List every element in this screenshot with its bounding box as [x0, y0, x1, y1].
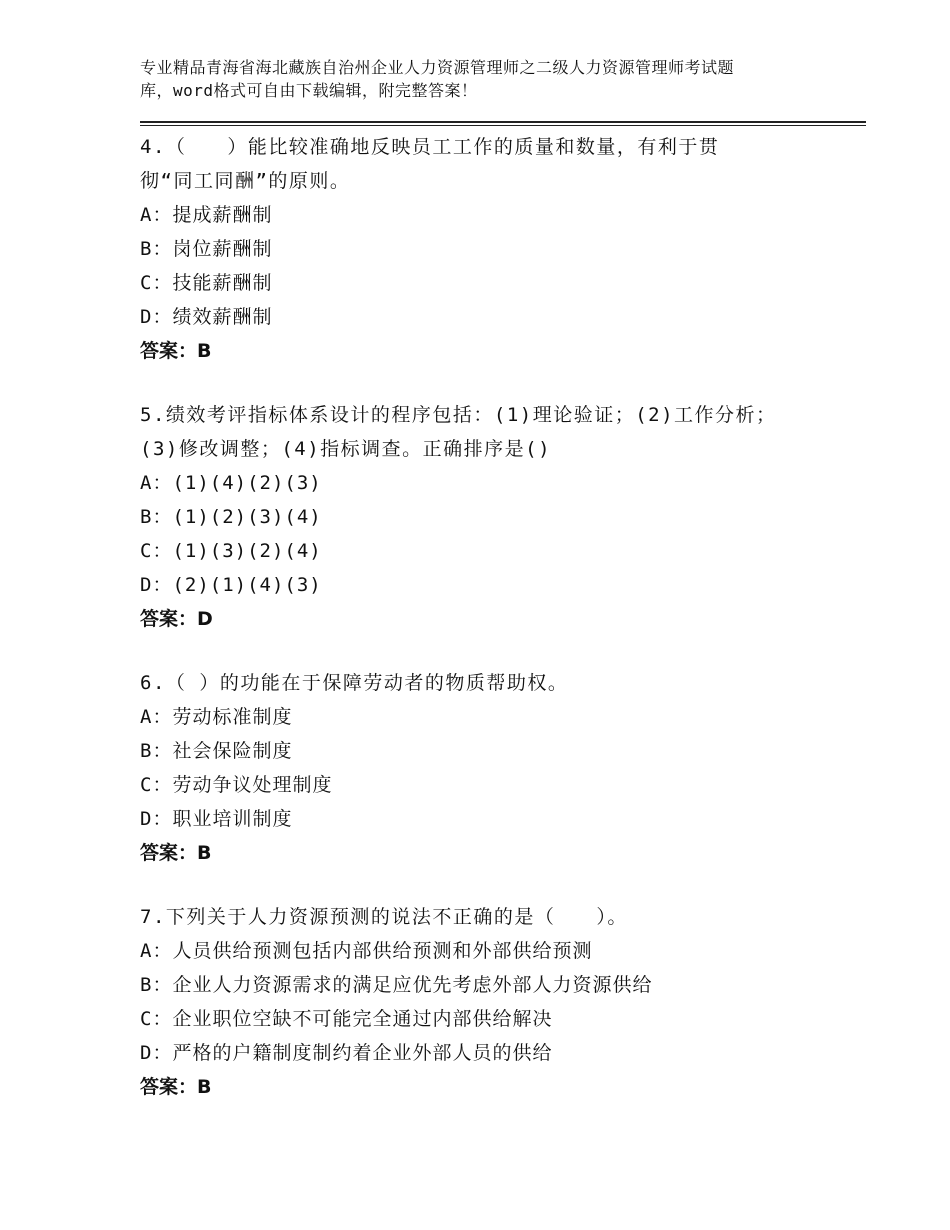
answer-line	[140, 1070, 830, 1104]
option-d: D：职业培训制度	[140, 808, 293, 830]
question-stem-line: 彻“同工同酬”的原则。	[140, 170, 351, 192]
question-stem-line: 5.绩效考评指标体系设计的程序包括：(1)理论验证；(2)工作分析；	[140, 404, 777, 426]
question-stem-line: (3)修改调整；(4)指标调查。正确排序是()	[140, 438, 552, 460]
question-4	[140, 130, 830, 368]
question-list	[140, 130, 830, 1134]
question-7	[140, 900, 830, 1104]
header-line-1: 专业精品青海省海北藏族自治州企业人力资源管理师之二级人力资源管理师考试题	[140, 58, 735, 77]
question-6	[140, 666, 830, 870]
question-stem-line: 6.（ ）的功能在于保障劳动者的物质帮助权。	[140, 672, 569, 694]
option-c: C：技能薪酬制	[140, 272, 273, 294]
answer-line	[140, 602, 830, 636]
option-c: C：劳动争议处理制度	[140, 774, 333, 796]
answer-value: D	[197, 608, 213, 630]
option-c: C：(1)(3)(2)(4)	[140, 540, 322, 562]
option-a: A：人员供给预测包括内部供给预测和外部供给预测	[140, 940, 593, 962]
question-stem-line: 4.（ ）能比较准确地反映员工工作的质量和数量，有利于贯	[140, 136, 720, 158]
answer-label: 答案：	[140, 608, 198, 630]
answer-label: 答案：	[140, 1076, 198, 1098]
option-a: A：提成薪酬制	[140, 204, 273, 226]
header-divider-thick	[140, 121, 866, 123]
option-b: B：(1)(2)(3)(4)	[140, 506, 322, 528]
option-c: C：企业职位空缺不可能完全通过内部供给解决	[140, 1008, 553, 1030]
option-b: B：企业人力资源需求的满足应优先考虑外部人力资源供给	[140, 974, 653, 996]
answer-label: 答案：	[140, 340, 198, 362]
option-d: D：绩效薪酬制	[140, 306, 273, 328]
question-5	[140, 398, 830, 636]
option-d: D：(2)(1)(4)(3)	[140, 574, 322, 596]
option-b: B：岗位薪酬制	[140, 238, 273, 260]
document-header	[140, 56, 840, 102]
option-d: D：严格的户籍制度制约着企业外部人员的供给	[140, 1042, 553, 1064]
header-line-2: 库，word格式可自由下载编辑，附完整答案！	[140, 81, 478, 100]
answer-line	[140, 334, 830, 368]
answer-value: B	[197, 842, 212, 864]
answer-value: B	[197, 1076, 212, 1098]
question-stem-line: 7.下列关于人力资源预测的说法不正确的是（ ）。	[140, 906, 628, 928]
option-b: B：社会保险制度	[140, 740, 293, 762]
option-a: A：(1)(4)(2)(3)	[140, 472, 322, 494]
option-a: A：劳动标准制度	[140, 706, 293, 728]
answer-line	[140, 836, 830, 870]
answer-label: 答案：	[140, 842, 198, 864]
header-divider-thin	[140, 125, 866, 126]
answer-value: B	[197, 340, 212, 362]
